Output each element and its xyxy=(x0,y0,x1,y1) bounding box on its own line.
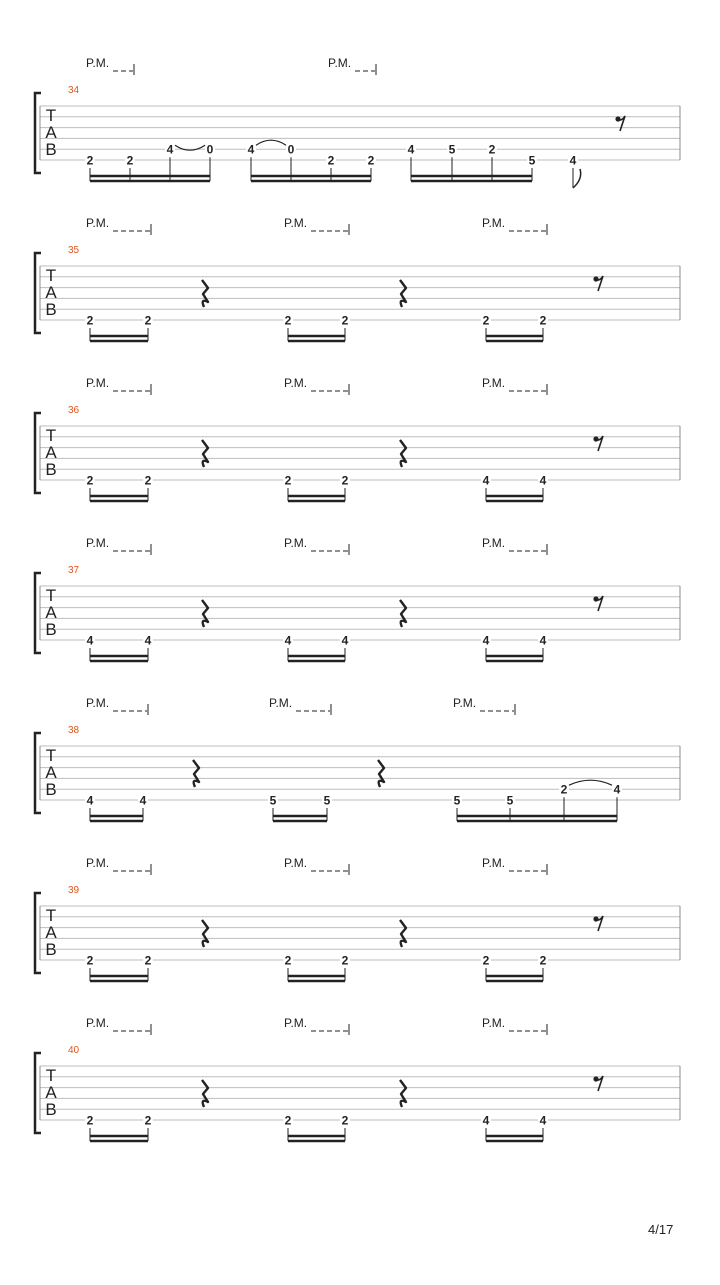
fret-number: 4 xyxy=(144,633,152,648)
fret-number: 2 xyxy=(144,953,152,968)
tab-system-38 xyxy=(35,696,680,821)
fret-number: 4 xyxy=(539,633,547,648)
palm-mute-label: P.M. xyxy=(482,1016,506,1030)
palm-mute-label: P.M. xyxy=(284,536,308,550)
fret-number: 4 xyxy=(482,633,490,648)
palm-mute-label: P.M. xyxy=(86,696,110,710)
tab-clef-letter: T xyxy=(45,426,57,445)
fret-number: 4 xyxy=(166,142,174,157)
tab-clef-letter: T xyxy=(45,746,57,765)
tie-arc xyxy=(569,780,612,785)
fret-number: 4 xyxy=(284,633,292,648)
quarter-rest xyxy=(400,920,406,947)
fret-number: 2 xyxy=(482,313,490,328)
fret-number: 2 xyxy=(86,473,94,488)
fret-number: 2 xyxy=(367,153,375,168)
tab-clef-letter: T xyxy=(45,586,57,605)
palm-mute-label: P.M. xyxy=(453,696,477,710)
tab-clef-letter: A xyxy=(45,123,57,142)
fret-number: 4 xyxy=(539,1113,547,1128)
fret-number: 2 xyxy=(144,1113,152,1128)
fret-number: 2 xyxy=(560,782,568,797)
measure-number: 34 xyxy=(68,85,80,96)
palm-mute-label: P.M. xyxy=(482,856,506,870)
quarter-rest xyxy=(378,760,384,787)
palm-mute-label: P.M. xyxy=(284,1016,308,1030)
fret-number: 5 xyxy=(269,793,277,808)
palm-mute-label: P.M. xyxy=(86,216,110,230)
palm-mute-label: P.M. xyxy=(269,696,293,710)
fret-number: 2 xyxy=(284,1113,292,1128)
fret-number: 2 xyxy=(284,473,292,488)
tab-clef-letter: A xyxy=(45,1083,57,1102)
quarter-rest xyxy=(202,440,208,467)
tab-system-39 xyxy=(35,856,680,981)
tab-clef-letter: T xyxy=(45,266,57,285)
fret-number: 4 xyxy=(482,1113,490,1128)
fret-number: 5 xyxy=(323,793,331,808)
tab-system-35 xyxy=(35,216,680,341)
page-number: 4/17 xyxy=(648,1222,674,1237)
fret-number: 4 xyxy=(86,793,94,808)
tab-clef-letter: A xyxy=(45,283,57,302)
fret-number: 4 xyxy=(139,793,147,808)
tab-clef-letter: B xyxy=(45,460,57,479)
tab-clef-letter: A xyxy=(45,603,57,622)
fret-number: 4 xyxy=(86,633,94,648)
palm-mute-label: P.M. xyxy=(482,536,506,550)
fret-number: 2 xyxy=(341,473,349,488)
tab-system-40 xyxy=(35,1016,680,1141)
tab-clef-letter: B xyxy=(45,620,57,639)
tab-system-34 xyxy=(35,56,680,188)
fret-number: 4 xyxy=(569,153,577,168)
fret-number: 2 xyxy=(341,313,349,328)
quarter-rest xyxy=(400,440,406,467)
fret-number: 2 xyxy=(86,313,94,328)
palm-mute-label: P.M. xyxy=(482,376,506,390)
fret-number: 4 xyxy=(482,473,490,488)
tab-system-36 xyxy=(35,376,680,501)
fret-number: 2 xyxy=(86,953,94,968)
palm-mute-label: P.M. xyxy=(86,536,110,550)
fret-number: 2 xyxy=(482,953,490,968)
quarter-rest xyxy=(202,600,208,627)
palm-mute-label: P.M. xyxy=(86,856,110,870)
fret-number: 5 xyxy=(453,793,461,808)
measure-number: 39 xyxy=(68,885,80,896)
quarter-rest xyxy=(202,1080,208,1107)
fret-number: 4 xyxy=(247,142,255,157)
fret-number: 2 xyxy=(341,953,349,968)
tab-clef-letter: A xyxy=(45,443,57,462)
fret-number: 2 xyxy=(284,313,292,328)
fret-number: 5 xyxy=(448,142,456,157)
tab-clef-letter: B xyxy=(45,1100,57,1119)
fret-number: 5 xyxy=(506,793,514,808)
measure-number: 35 xyxy=(68,245,80,256)
fret-number: 0 xyxy=(206,142,214,157)
quarter-rest xyxy=(400,600,406,627)
fret-number: 2 xyxy=(539,953,547,968)
fret-number: 4 xyxy=(613,782,621,797)
fret-number: 2 xyxy=(284,953,292,968)
eighth-flag xyxy=(573,169,581,188)
tab-clef-letter: T xyxy=(45,1066,57,1085)
fret-number: 2 xyxy=(488,142,496,157)
tab-clef-letter: B xyxy=(45,140,57,159)
quarter-rest xyxy=(193,760,199,787)
fret-number: 4 xyxy=(539,473,547,488)
fret-number: 4 xyxy=(407,142,415,157)
fret-number: 2 xyxy=(539,313,547,328)
measure-number: 37 xyxy=(68,565,80,576)
palm-mute-label: P.M. xyxy=(284,856,308,870)
palm-mute-label: P.M. xyxy=(86,56,110,70)
fret-number: 2 xyxy=(144,473,152,488)
tab-clef-letter: T xyxy=(45,106,57,125)
tab-clef-letter: B xyxy=(45,940,57,959)
measure-number: 40 xyxy=(68,1045,80,1056)
tab-system-37 xyxy=(35,536,680,661)
fret-number: 2 xyxy=(327,153,335,168)
measure-number: 36 xyxy=(68,405,80,416)
palm-mute-label: P.M. xyxy=(284,216,308,230)
fret-number: 2 xyxy=(126,153,134,168)
tab-clef-letter: A xyxy=(45,763,57,782)
fret-number: 2 xyxy=(86,1113,94,1128)
tab-clef-letter: B xyxy=(45,300,57,319)
palm-mute-label: P.M. xyxy=(86,376,110,390)
quarter-rest xyxy=(400,280,406,307)
quarter-rest xyxy=(202,280,208,307)
tab-clef-letter: A xyxy=(45,923,57,942)
fret-number: 2 xyxy=(144,313,152,328)
fret-number: 2 xyxy=(341,1113,349,1128)
quarter-rest xyxy=(202,920,208,947)
palm-mute-label: P.M. xyxy=(86,1016,110,1030)
palm-mute-label: P.M. xyxy=(328,56,352,70)
palm-mute-label: P.M. xyxy=(482,216,506,230)
fret-number: 2 xyxy=(86,153,94,168)
fret-number: 0 xyxy=(287,142,295,157)
quarter-rest xyxy=(400,1080,406,1107)
fret-number: 4 xyxy=(341,633,349,648)
palm-mute-label: P.M. xyxy=(284,376,308,390)
tab-clef-letter: T xyxy=(45,906,57,925)
measure-number: 38 xyxy=(68,725,80,736)
tab-clef-letter: B xyxy=(45,780,57,799)
tie-arc xyxy=(256,140,286,145)
fret-number: 5 xyxy=(528,153,536,168)
